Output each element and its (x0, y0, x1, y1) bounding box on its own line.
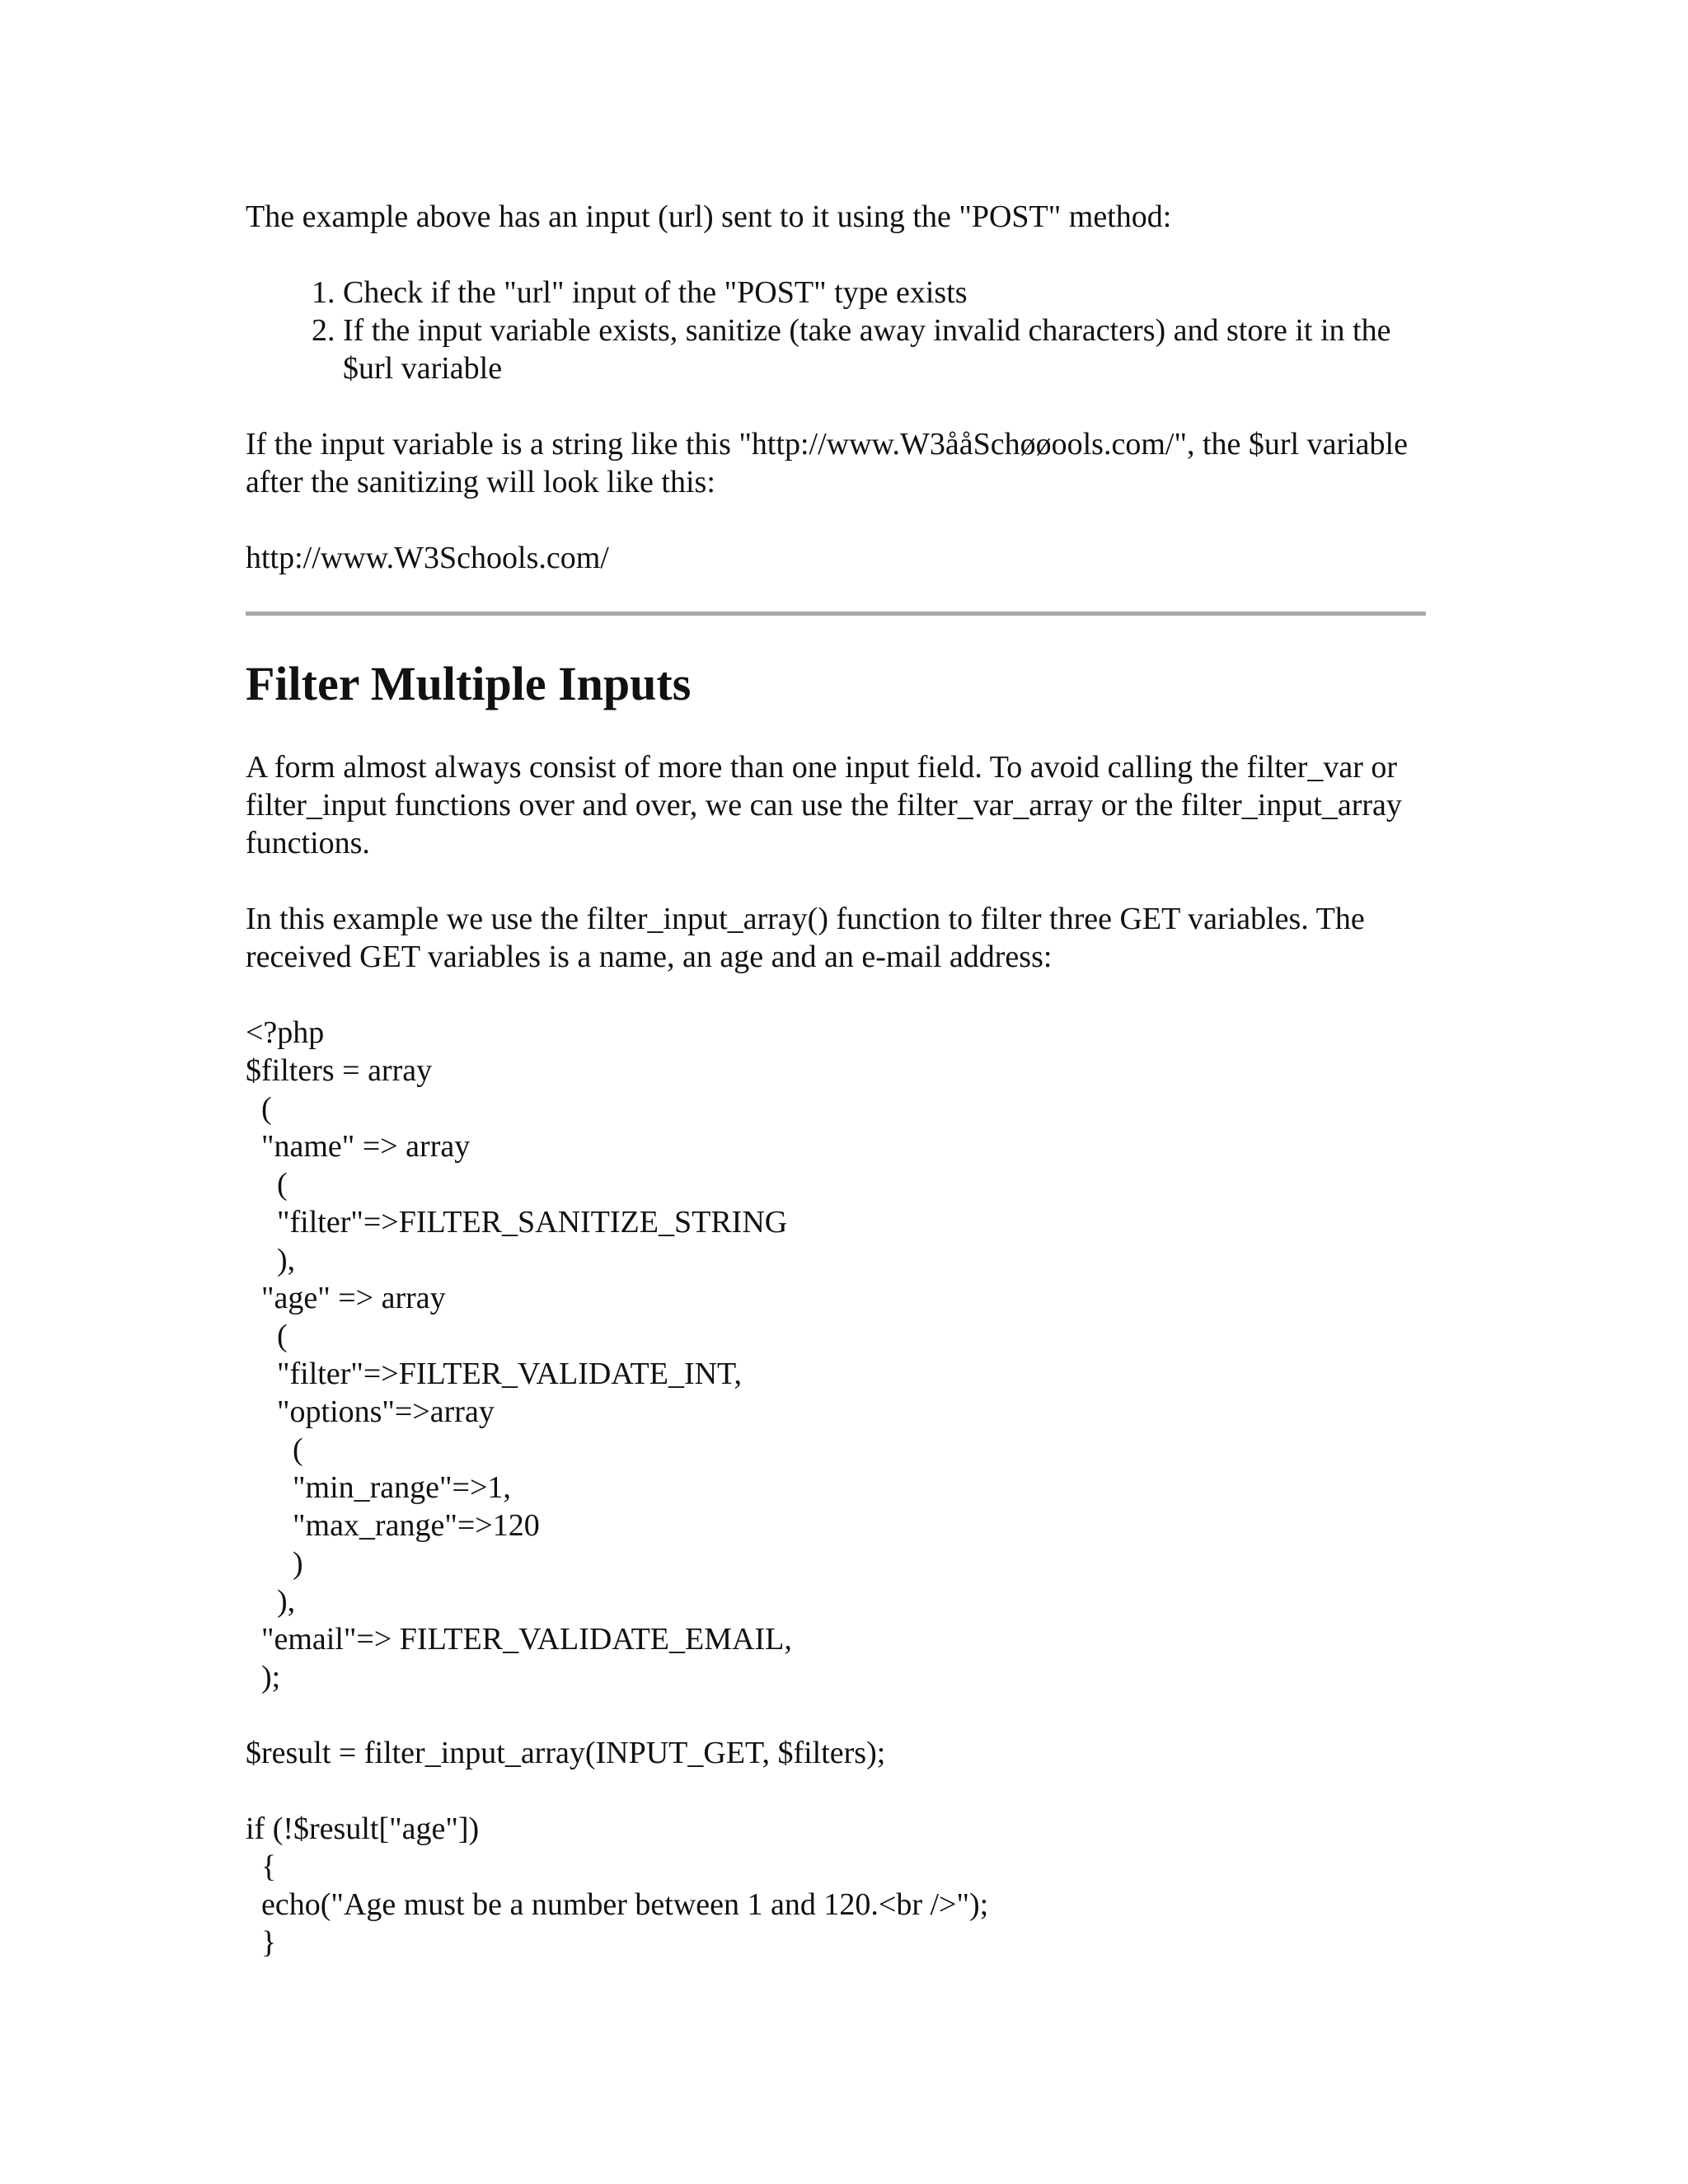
section-heading: Filter Multiple Inputs (246, 657, 692, 710)
code-line: ( (246, 1091, 272, 1126)
horizontal-divider (246, 612, 1426, 616)
code-line: "age" => array (246, 1281, 446, 1315)
code-line: "min_range"=>1, (246, 1470, 511, 1505)
code-line: ) (246, 1546, 303, 1581)
code-line: ( (246, 1167, 288, 1202)
list-item: 2. If the input variable exists, sanitize (take away invalid characters) and store it in the $url variable (343, 312, 1426, 387)
code-line: "filter"=>FILTER_VALIDATE_INT, (246, 1357, 742, 1391)
code-line: ( (246, 1432, 303, 1467)
code-line: <?php (246, 1015, 325, 1050)
code-line: "max_range"=>120 (246, 1508, 540, 1543)
description-paragraph: A form almost always consist of more than one input field. To avoid calling the filter_var or filter_input functions over and over, we can use the filter_var_array or the filter_input_array functions. (246, 750, 1402, 860)
code-blank-line (246, 1696, 1426, 1734)
intro-paragraph: The example above has an input (url) sent to it using the "POST" method: (246, 199, 1172, 234)
code-line: "name" => array (246, 1129, 471, 1164)
code-line: ), (246, 1584, 296, 1619)
code-line: $filters = array (246, 1053, 433, 1088)
code-line: ); (246, 1660, 281, 1694)
example-intro-paragraph: In this example we use the filter_input_array() function to filter three GET variables. The received GET variables is a name, an age and an e-mail address: (246, 902, 1365, 974)
code-line: $result = filter_input_array(INPUT_GET, $filters); (246, 1736, 886, 1770)
code-line: "options"=>array (246, 1394, 495, 1429)
code-line: "email"=> FILTER_VALIDATE_EMAIL, (246, 1622, 792, 1657)
steps-list (246, 274, 1426, 387)
string-example-paragraph: If the input variable is a string like this "http://www.W3ååSchøøools.com/", the $url variable after the sanitizing will look like this: (246, 427, 1408, 499)
code-line: ), (246, 1243, 296, 1277)
code-blank-line (246, 1772, 1426, 1810)
code-line: { (246, 1849, 277, 1884)
code-line: if (!$result["age"]) (246, 1811, 480, 1846)
result-url-text: http://www.W3Schools.com/ (246, 541, 609, 575)
list-item: 1. Check if the "url" input of the "POST" type exists (343, 274, 1426, 312)
code-line: echo("Age must be a number between 1 and 120.<br />"); (246, 1887, 989, 1922)
code-example (246, 1014, 1426, 1961)
code-line: } (246, 1925, 277, 1960)
code-line: "filter"=>FILTER_SANITIZE_STRING (246, 1205, 788, 1240)
code-line: ( (246, 1319, 288, 1353)
